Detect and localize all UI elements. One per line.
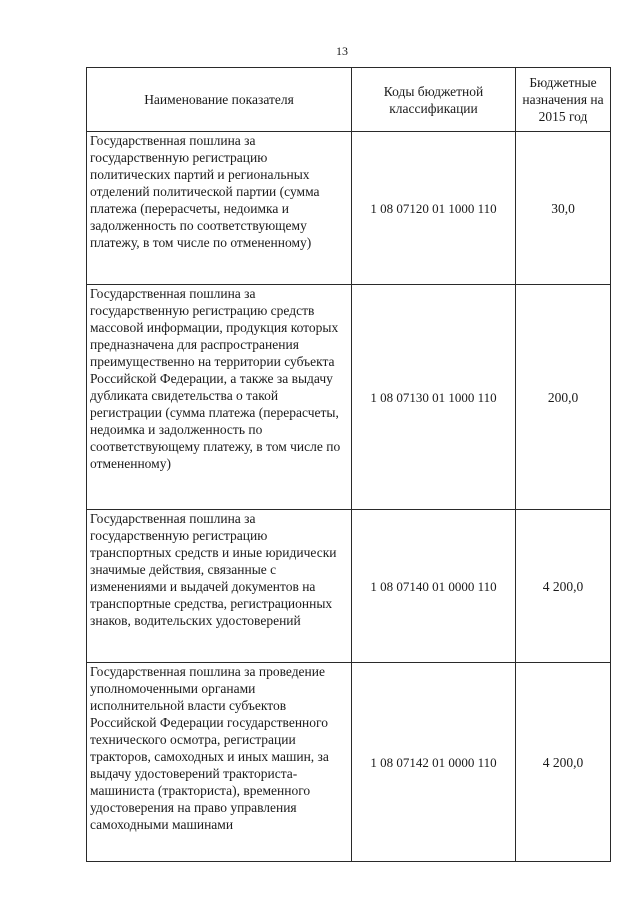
table-row <box>87 663 611 862</box>
row-code: 1 08 07140 01 0000 110 <box>352 510 516 663</box>
row-code: 1 08 07120 01 1000 110 <box>352 132 516 285</box>
row-amount: 200,0 <box>516 285 611 510</box>
row-name: Государственная пошлина за государственную регистрацию средств массовой информации, продукция которых предназначена для распространения преимущественно на территории субъекта Российской Федерации, а также за выдачу дубликата свидетельства о такой регистрации (сумма платежа (перерасчеты, недоимка и задолженность по соответствующему платежу, в том числе по отмененному) <box>87 285 352 510</box>
row-amount: 4 200,0 <box>516 663 611 862</box>
header-amount: Бюджетные назначения на 2015 год <box>516 68 611 132</box>
page-number: 13 <box>336 44 348 58</box>
row-name: Государственная пошлина за государственную регистрацию транспортных средств и иные юридически значимые действия, связанные с изменениями и выдачей документов на транспортные средства, регистрационных знаков, водительских удостоверений <box>87 510 352 663</box>
table-header <box>87 68 611 132</box>
table-row <box>87 285 611 510</box>
row-amount: 30,0 <box>516 132 611 285</box>
row-amount: 4 200,0 <box>516 510 611 663</box>
header-name: Наименование показателя <box>87 68 352 132</box>
row-name: Государственная пошлина за проведение уполномоченными органами исполнительной власти субъектов Российской Федерации государственного технического осмотра, регистрации тракторов, самоходных и иных машин, за выдачу удостоверений тракториста-машиниста (тракториста), временного удостоверения на право управления самоходными машинами <box>87 663 352 862</box>
budget-table <box>86 67 611 862</box>
row-code: 1 08 07130 01 1000 110 <box>352 285 516 510</box>
row-code: 1 08 07142 01 0000 110 <box>352 663 516 862</box>
header-code: Коды бюджетной классификации <box>352 68 516 132</box>
row-name: Государственная пошлина за государственную регистрацию политических партий и региональных отделений политической партии (сумма платежа (перерасчеты, недоимка и задолженность по соответствующему платежу, в том числе по отмененному) <box>87 132 352 285</box>
table-row <box>87 132 611 285</box>
table-row <box>87 510 611 663</box>
